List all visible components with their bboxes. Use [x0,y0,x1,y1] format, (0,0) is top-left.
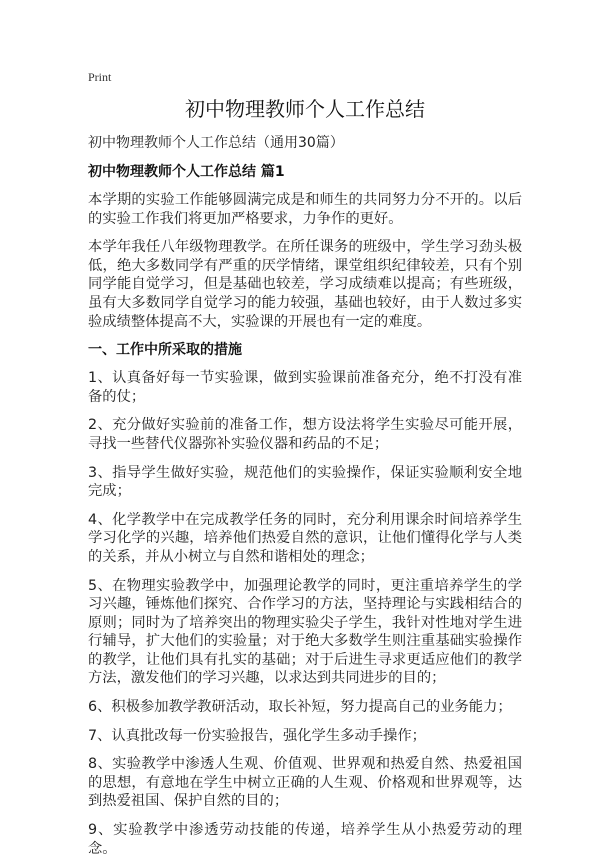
section-heading: 初中物理教师个人工作总结 篇1 [88,164,285,180]
list-item: 9、实验教学中渗透劳动技能的传递，培养学生从小热爱劳动的理念。 [88,822,522,857]
paragraph: 本学年我任八年级物理教学。在所任课务的班级中，学生学习劲头极低，绝大多数同学有严重的厌学情绪，课堂组织纪律较差，只有个别同学能自觉学习，但是基础也较差，学习成绩难以提高；有些班级，虽有大多数同学自觉学习的能力较强，基础也较好，由于人数过多实验成绩整体提高不大，实验课的开展也有一定的难度。 [88,239,522,330]
document-title: 初中物理教师个人工作总结 [185,97,425,121]
list-item: 6、积极参加教学教研活动，取长补短，努力提高自己的业务能力； [88,699,512,716]
list-item: 7、认真批改每一份实验报告，强化学生多动手操作； [88,727,426,744]
measures-heading: 一、工作中所采取的措施 [88,342,242,359]
list-item: 8、实验教学中渗透人生观、价值观、世界观和热爱自然、热爱祖国的思想，有意地在学生中树立正确的人生观、价格观和世界观等，达到热爱祖国、保护自然的目的； [88,756,522,810]
paragraph: 本学期的实验工作能够圆满完成是和师生的共同努力分不开的。以后的实验工作我们将更加严格要求，力争作的更好。 [88,192,522,227]
print-link[interactable]: Print [88,70,112,84]
document-subtitle: 初中物理教师个人工作总结（通用30篇） [88,135,344,151]
list-item: 2、充分做好实验前的准备工作，想方设法将学生实验尽可能开展，寻找一些替代仪器弥补实验仪器和药品的不足； [88,417,522,452]
list-item: 4、化学教学中在完成教学任务的同时，充分利用课余时间培养学生学习化学的兴趣，培养他们热爱自然的意识，让他们懂得化学与人类的关系，并从小树立与自然和谐相处的理念； [88,511,522,565]
document-body [88,96,522,868]
list-item: 5、在物理实验教学中，加强理论教学的同时，更注重培养学生的学习兴趣，锤炼他们探究、合作学习的方法，坚持理论与实践相结合的原则；同时为了培养突出的物理实验尖子学生，我针对性地对学生进行辅导，扩大他们的实验量；对于绝大多数学生则注重基础实验操作的教学，让他们具有扎实的基础；对于后进生寻求更适应他们的教学方法，激发他们的学习兴趣，以求达到共同进步的目的； [88,577,522,687]
list-item: 3、指导学生做好实验，规范他们的实验操作，保证实验顺利安全地完成； [88,464,522,500]
list-item: 1、认真备好每一节实验课，做到实验课前准备充分，绝不打没有准备的仗； [88,370,522,405]
